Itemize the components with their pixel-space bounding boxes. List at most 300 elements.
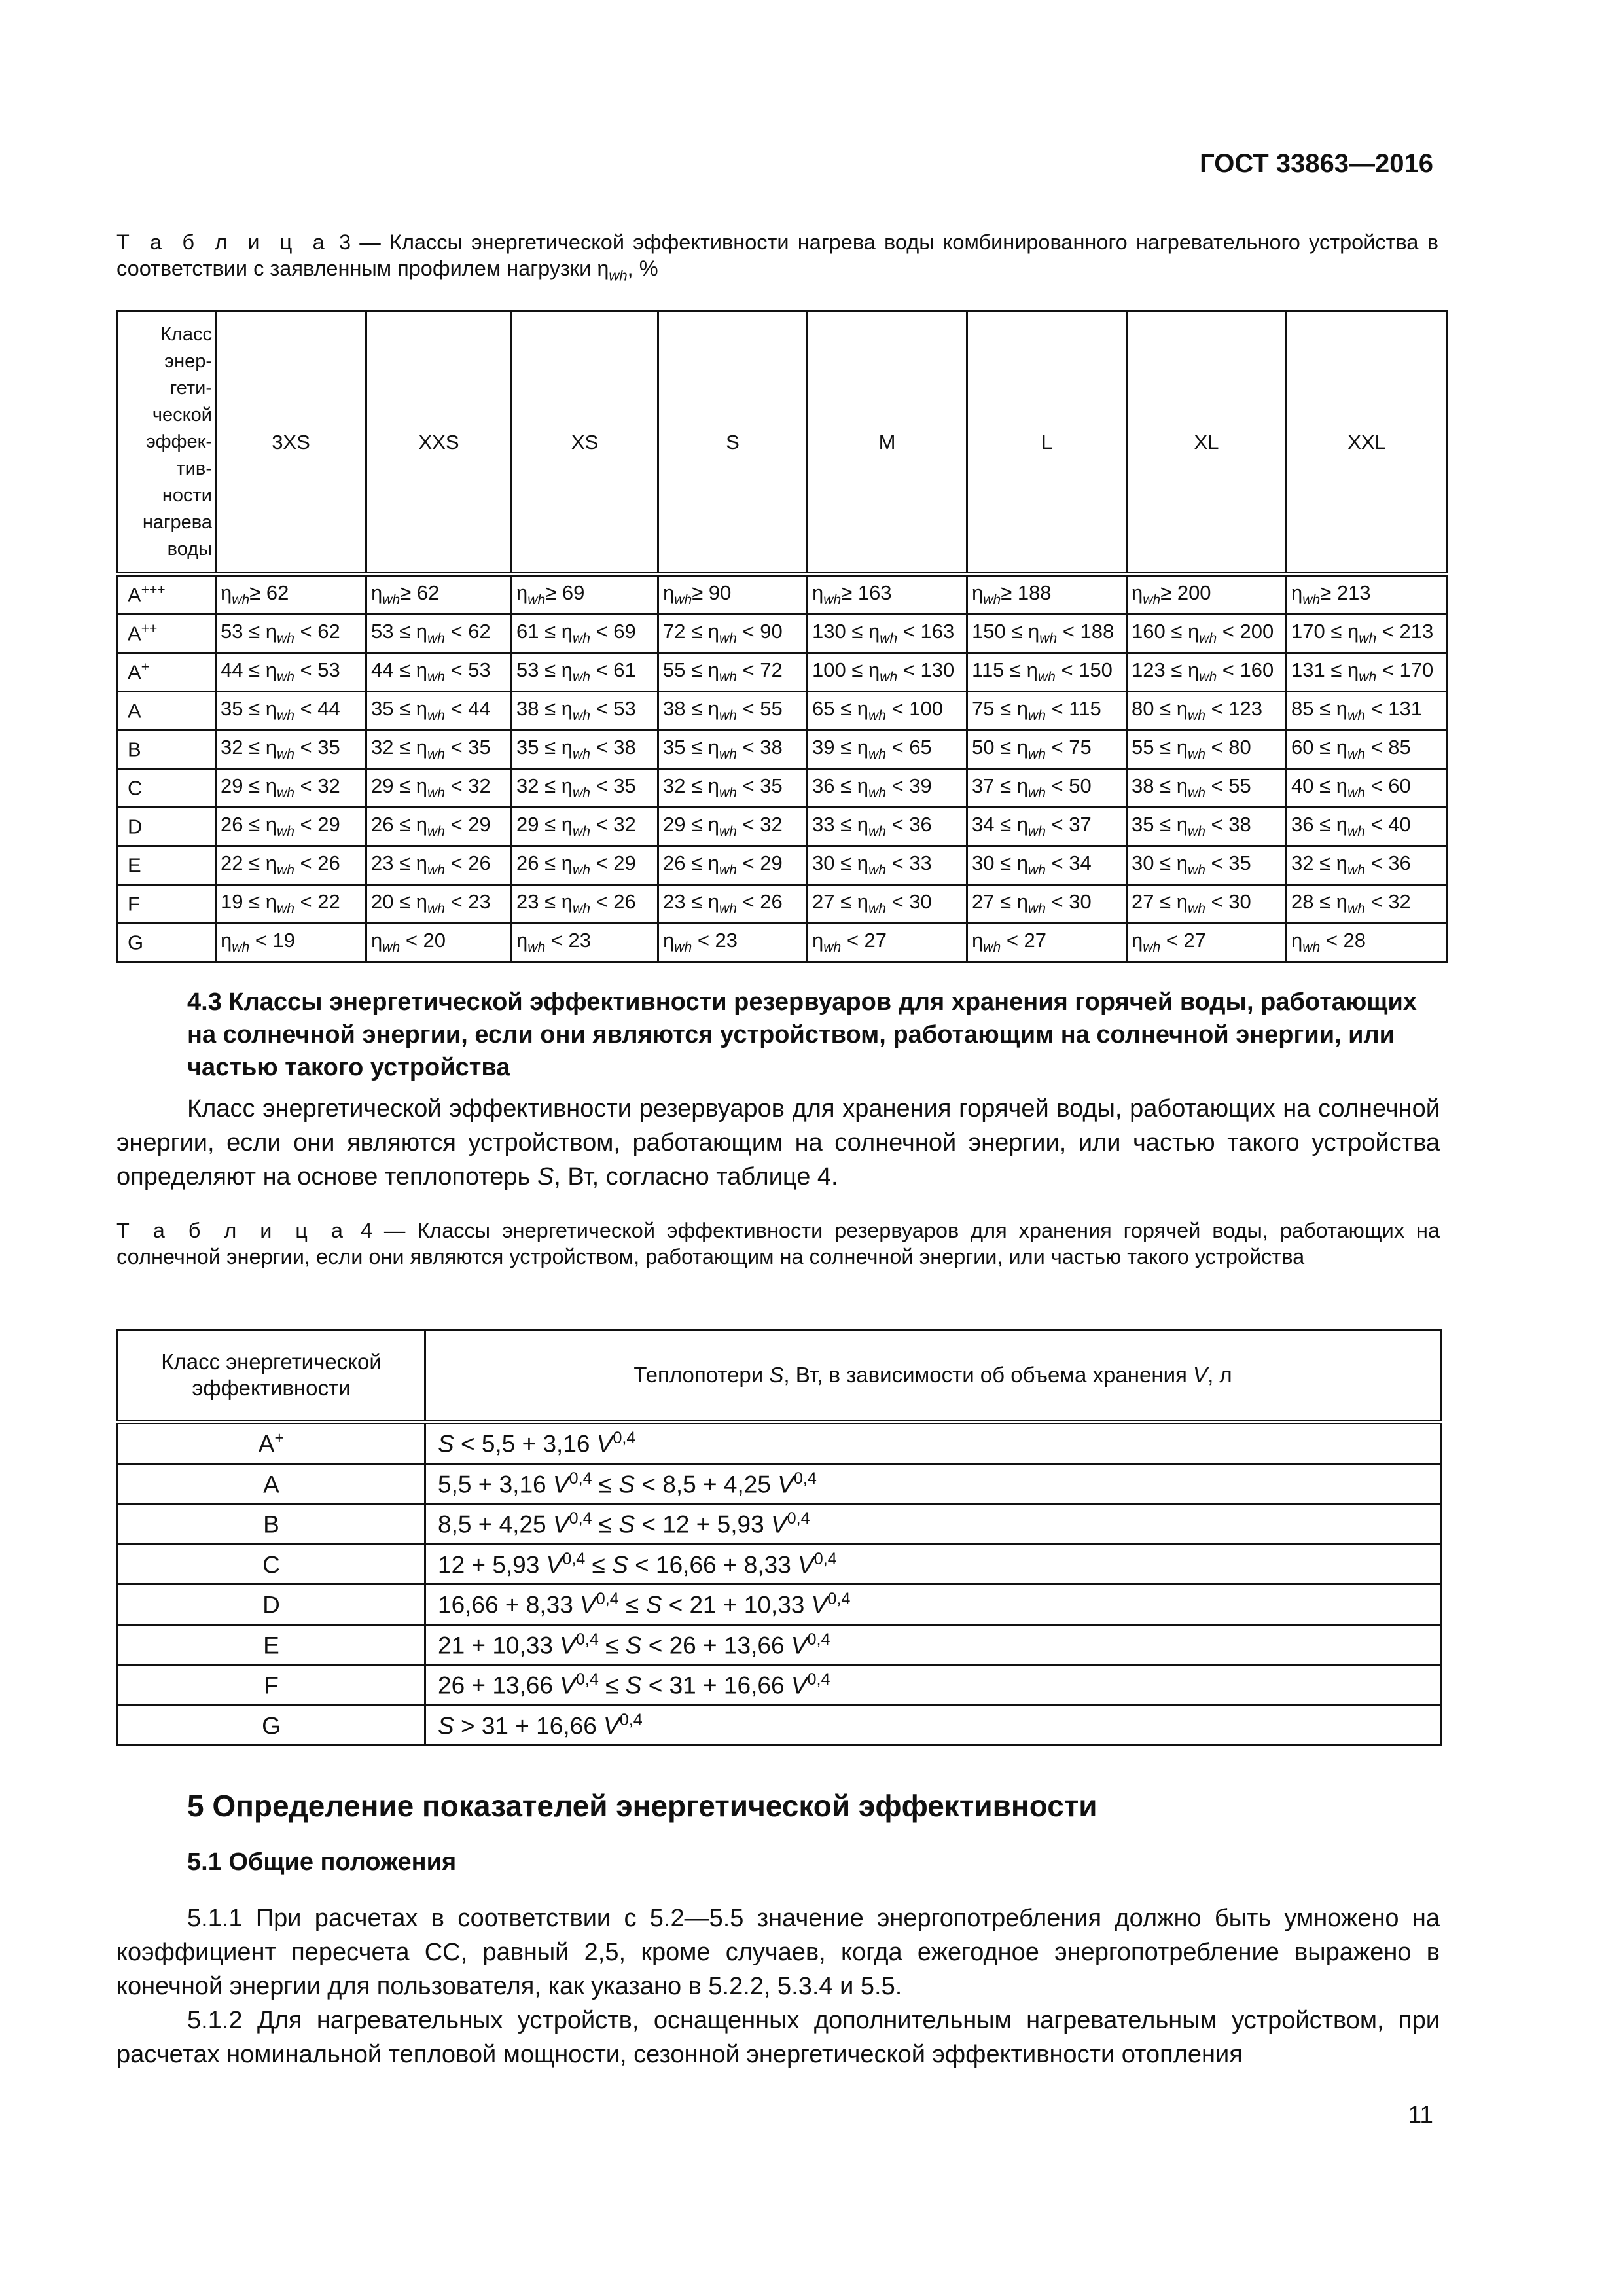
- formula-symbol: V: [770, 1511, 787, 1538]
- cell-upper-bound: < 90: [736, 620, 783, 643]
- eta-symbol: η: [1132, 581, 1143, 605]
- cell-lower-bound: 20 ≤: [371, 890, 416, 914]
- eta-subscript: wh: [232, 592, 250, 608]
- cell-upper-bound: < 30: [1205, 890, 1251, 914]
- table3-cell: [216, 730, 366, 769]
- eta-symbol: η: [561, 890, 573, 914]
- table3-row: [118, 615, 1448, 653]
- table3-cell: [808, 808, 967, 846]
- cell-upper-bound: < 23: [692, 929, 738, 952]
- table3-cell: [658, 730, 808, 769]
- table4-class-header: Класс энергетической эффективности: [118, 1330, 425, 1422]
- cell-lower-bound: 61 ≤: [516, 620, 562, 643]
- table3-row: [118, 575, 1448, 615]
- cell-upper-bound: < 27: [841, 929, 887, 952]
- cell-upper-bound: ≥ 62: [400, 581, 440, 605]
- section-5-heading: 5 Определение показателей энергетической эффективности: [187, 1789, 1097, 1823]
- eta-subscript: wh: [868, 708, 886, 724]
- table3-class-cell: [118, 615, 216, 653]
- eta-subscript: wh: [1143, 940, 1161, 956]
- eta-symbol: η: [1176, 890, 1188, 914]
- cell-upper-bound: < 60: [1364, 774, 1411, 798]
- eta-symbol: η: [1132, 929, 1143, 952]
- table3-cell: [366, 615, 512, 653]
- eta-subscript: wh: [1199, 631, 1217, 647]
- cell-upper-bound: < 26: [444, 852, 491, 875]
- eta-subscript: wh: [1359, 631, 1377, 647]
- cell-upper-bound: < 131: [1364, 697, 1422, 721]
- cell-upper-bound: < 69: [590, 620, 636, 643]
- cell-upper-bound: < 62: [294, 620, 340, 643]
- table3-cell: [512, 653, 658, 692]
- formula-text: ≤: [618, 1591, 646, 1619]
- cell-upper-bound: < 28: [1320, 929, 1366, 952]
- eta-subscript: wh: [868, 747, 886, 762]
- eta-symbol: η: [371, 929, 383, 952]
- table3-row: [118, 730, 1448, 769]
- table3-cell: [658, 615, 808, 653]
- table3-column-header: M: [808, 312, 967, 575]
- cell-upper-bound: < 29: [590, 852, 636, 875]
- cell-lower-bound: 30 ≤: [812, 852, 857, 875]
- table3-cell: [1127, 769, 1287, 808]
- formula-symbol: S: [618, 1470, 635, 1498]
- table3-cell: [216, 692, 366, 730]
- eta-symbol: η: [868, 620, 880, 643]
- cell-upper-bound: ≥ 90: [692, 581, 732, 605]
- eta-subscript: wh: [719, 747, 737, 762]
- formula-text: < 21 + 10,33: [662, 1591, 812, 1619]
- eta-subscript: wh: [1037, 670, 1056, 685]
- cell-upper-bound: < 32: [1364, 890, 1411, 914]
- eta-symbol: η: [221, 929, 232, 952]
- table4-header-row: [118, 1330, 1441, 1422]
- class-letter: A: [128, 622, 141, 645]
- table3-column-header: L: [967, 312, 1127, 575]
- class-letter: A: [128, 699, 141, 723]
- cell-upper-bound: < 36: [885, 813, 932, 836]
- cell-lower-bound: 100 ≤: [812, 658, 868, 682]
- formula-exponent: 0,4: [575, 1630, 599, 1649]
- table3-cell: [658, 769, 808, 808]
- eta-symbol: η: [812, 581, 824, 605]
- cell-upper-bound: < 65: [885, 736, 932, 759]
- table3-row: [118, 808, 1448, 846]
- cell-upper-bound: < 29: [294, 813, 340, 836]
- formula-symbol: S: [612, 1551, 628, 1578]
- cell-lower-bound: 150 ≤: [972, 620, 1028, 643]
- cell-lower-bound: 29 ≤: [221, 774, 266, 798]
- cell-lower-bound: 39 ≤: [812, 736, 857, 759]
- cell-upper-bound: < 33: [885, 852, 932, 875]
- formula-text: < 16,66 + 8,33: [628, 1551, 798, 1578]
- table3-symbol: $\eta_{wh}$: [597, 257, 628, 284]
- eta-symbol: η: [1336, 852, 1347, 875]
- eta-symbol: η: [812, 929, 824, 952]
- eta-symbol: η: [663, 581, 675, 605]
- eta-symbol: η: [516, 929, 528, 952]
- formula-exponent: 0,4: [807, 1630, 830, 1649]
- eta-symbol: η: [561, 736, 573, 759]
- eta-symbol: η: [561, 658, 573, 682]
- cell-lower-bound: 23 ≤: [663, 890, 708, 914]
- eta-symbol: η: [857, 774, 868, 798]
- cell-lower-bound: 55 ≤: [663, 658, 708, 682]
- cell-lower-bound: 44 ≤: [371, 658, 416, 682]
- cell-upper-bound: < 75: [1045, 736, 1092, 759]
- formula-symbol: S: [625, 1672, 642, 1699]
- formula-symbol: V: [560, 1672, 576, 1699]
- cell-upper-bound: < 44: [294, 697, 340, 721]
- table3-column-header: XS: [512, 312, 658, 575]
- table3: [116, 310, 1448, 963]
- eta-subscript: wh: [983, 592, 1001, 608]
- table4-formula-cell: [425, 1422, 1441, 1464]
- table4-title: Классы энергетической эффективности резервуаров для хранения горячей воды, работающих на солнечной энергии, если они являются устройством, работающим на солнечной энергии, или частью такого устройства: [116, 1219, 1440, 1268]
- table3-column-header: XXL: [1287, 312, 1448, 575]
- formula-exponent: 0,4: [787, 1509, 810, 1528]
- table3-cell: [366, 924, 512, 962]
- eta-subscript: wh: [719, 824, 737, 840]
- class-letter: D: [128, 815, 143, 838]
- table4-class-cell: [118, 1624, 425, 1665]
- eta-subscript: wh: [868, 863, 886, 878]
- table3-cell: [1287, 575, 1448, 615]
- cell-lower-bound: 72 ≤: [663, 620, 708, 643]
- cell-upper-bound: < 30: [885, 890, 932, 914]
- formula-symbol: S: [438, 1712, 454, 1739]
- table4-formula-cell: [425, 1665, 1441, 1706]
- eta-subscript: wh: [1027, 863, 1046, 878]
- table3-cell: [808, 730, 967, 769]
- cell-lower-bound: 32 ≤: [1291, 852, 1336, 875]
- table4-formula-cell: [425, 1504, 1441, 1545]
- cell-upper-bound: ≥ 62: [249, 581, 289, 605]
- cell-lower-bound: 32 ≤: [221, 736, 266, 759]
- table4-loss-header: Теплопотери S, Вт, в зависимости об объема хранения V, л: [425, 1330, 1441, 1422]
- formula-exponent: 0,4: [569, 1469, 592, 1488]
- cell-lower-bound: 170 ≤: [1291, 620, 1347, 643]
- table3-cell: [1127, 924, 1287, 962]
- section-4-3-heading: 4.3 Классы энергетической эффективности резервуаров для хранения горячей воды, работающих на солнечной энергии, если они являются устройством, работающим на солнечной энергии, или частью такого устройства: [187, 988, 1417, 1081]
- eta-symbol: η: [416, 736, 427, 759]
- eta-symbol: η: [707, 658, 719, 682]
- table4-class-cell: [118, 1544, 425, 1585]
- class-plus-marks: +: [274, 1429, 285, 1448]
- table3-cell: [512, 846, 658, 885]
- cell-upper-bound: ≥ 163: [841, 581, 892, 605]
- eta-symbol: η: [416, 774, 427, 798]
- cell-upper-bound: < 80: [1205, 736, 1251, 759]
- cell-upper-bound: < 40: [1364, 813, 1411, 836]
- eta-symbol: η: [1176, 736, 1188, 759]
- eta-symbol: η: [1187, 658, 1200, 682]
- cell-lower-bound: 27 ≤: [812, 890, 857, 914]
- formula-symbol: S: [625, 1631, 642, 1659]
- eta-subscript: wh: [527, 940, 546, 956]
- cell-upper-bound: < 27: [1001, 929, 1047, 952]
- table3-class-cell: [118, 769, 216, 808]
- cell-upper-bound: < 62: [444, 620, 491, 643]
- eta-symbol: η: [1016, 813, 1028, 836]
- formula-symbol: V: [560, 1631, 576, 1659]
- cell-upper-bound: < 38: [590, 736, 636, 759]
- cell-upper-bound: < 39: [885, 774, 932, 798]
- class-letter: E: [263, 1631, 279, 1659]
- cell-upper-bound: < 23: [545, 929, 592, 952]
- table4-row: [118, 1624, 1441, 1665]
- formula-text: ≤: [592, 1470, 619, 1498]
- eta-symbol: η: [707, 697, 719, 721]
- eta-subscript: wh: [823, 940, 842, 956]
- formula-exponent: 0,4: [793, 1469, 817, 1488]
- eta-subscript: wh: [1347, 785, 1365, 801]
- cell-upper-bound: < 35: [444, 736, 491, 759]
- table3-cell: [967, 653, 1127, 692]
- eta-symbol: η: [1016, 890, 1028, 914]
- eta-symbol: η: [857, 697, 868, 721]
- table3-cell: [366, 575, 512, 615]
- eta-subscript: wh: [1187, 708, 1205, 724]
- eta-symbol: η: [561, 697, 573, 721]
- table3-class-cell: [118, 692, 216, 730]
- table4-row: [118, 1585, 1441, 1625]
- cell-lower-bound: 38 ≤: [516, 697, 562, 721]
- cell-upper-bound: < 35: [590, 774, 636, 798]
- table3-cell: [1287, 924, 1448, 962]
- cell-upper-bound: < 160: [1217, 658, 1274, 682]
- eta-symbol: η: [516, 581, 528, 605]
- formula-symbol: V: [603, 1712, 620, 1739]
- document-code: ГОСТ 33863—2016: [1200, 149, 1433, 178]
- table4-dash: —: [383, 1219, 406, 1242]
- eta-symbol: η: [1291, 581, 1303, 605]
- table3-cell: [808, 846, 967, 885]
- eta-subscript: wh: [1302, 940, 1321, 956]
- cell-upper-bound: < 55: [1205, 774, 1251, 798]
- formula-exponent: 0,4: [827, 1590, 851, 1609]
- formula-exponent: 0,4: [619, 1710, 643, 1729]
- eta-subscript: wh: [1143, 592, 1161, 608]
- cell-upper-bound: < 32: [444, 774, 491, 798]
- eta-subscript: wh: [674, 940, 692, 956]
- formula-text: 5,5 + 3,16: [438, 1470, 553, 1498]
- eta-symbol: η: [707, 852, 719, 875]
- cell-lower-bound: 26 ≤: [221, 813, 266, 836]
- cell-upper-bound: < 35: [294, 736, 340, 759]
- eta-subscript: wh: [868, 785, 886, 801]
- class-letter: A: [128, 660, 141, 684]
- table3-cell: [1287, 615, 1448, 653]
- cell-upper-bound: < 38: [1205, 813, 1251, 836]
- table4: [116, 1329, 1442, 1746]
- class-letter: A: [128, 583, 141, 607]
- class-letter: A: [263, 1470, 279, 1498]
- eta-subscript: wh: [1027, 824, 1046, 840]
- cell-upper-bound: < 53: [294, 658, 340, 682]
- table3-cell: [1127, 808, 1287, 846]
- table3-cell: [216, 808, 366, 846]
- eta-subscript: wh: [276, 747, 294, 762]
- table3-cell: [967, 692, 1127, 730]
- table4-row: [118, 1665, 1441, 1706]
- eta-symbol: η: [1176, 813, 1188, 836]
- cell-lower-bound: 32 ≤: [663, 774, 708, 798]
- cell-upper-bound: ≥ 213: [1320, 581, 1371, 605]
- cell-upper-bound: < 50: [1045, 774, 1092, 798]
- cell-upper-bound: < 150: [1055, 658, 1113, 682]
- formula-text: ≤: [598, 1631, 626, 1659]
- cell-lower-bound: 40 ≤: [1291, 774, 1336, 798]
- cell-upper-bound: < 26: [590, 890, 636, 914]
- class-letter: D: [262, 1591, 280, 1619]
- cell-lower-bound: 160 ≤: [1132, 620, 1188, 643]
- eta-subscript: wh: [868, 901, 886, 917]
- formula-text: 8,5 + 4,25: [438, 1511, 553, 1538]
- cell-upper-bound: < 27: [1160, 929, 1207, 952]
- cell-lower-bound: 32 ≤: [371, 736, 416, 759]
- cell-upper-bound: < 53: [444, 658, 491, 682]
- table3-class-cell: [118, 885, 216, 924]
- table3-cell: [658, 692, 808, 730]
- cell-lower-bound: 27 ≤: [1132, 890, 1177, 914]
- formula-text: ≤: [585, 1551, 613, 1578]
- table3-cell: [808, 924, 967, 962]
- table4-formula-cell: [425, 1624, 1441, 1665]
- table3-header-row: [118, 312, 1448, 575]
- formula-text: < 5,5 + 3,16: [454, 1430, 597, 1458]
- cell-upper-bound: < 19: [249, 929, 296, 952]
- cell-lower-bound: 32 ≤: [516, 774, 562, 798]
- cell-lower-bound: 35 ≤: [371, 697, 416, 721]
- cell-lower-bound: 35 ≤: [516, 736, 562, 759]
- eta-symbol: η: [1016, 736, 1028, 759]
- eta-symbol: η: [1291, 929, 1303, 952]
- formula-text: 12 + 5,93: [438, 1551, 546, 1578]
- eta-symbol: η: [857, 813, 868, 836]
- cell-lower-bound: 28 ≤: [1291, 890, 1336, 914]
- eta-symbol: η: [1336, 697, 1347, 721]
- formula-symbol: V: [552, 1511, 569, 1538]
- table3-cell: [1127, 692, 1287, 730]
- eta-symbol: η: [1016, 774, 1028, 798]
- eta-subscript: wh: [719, 708, 737, 724]
- eta-subscript: wh: [719, 631, 737, 647]
- eta-symbol: η: [1336, 890, 1347, 914]
- table3-dash: —: [359, 230, 381, 254]
- eta-symbol: η: [221, 581, 232, 605]
- eta-subscript: wh: [232, 940, 250, 956]
- eta-subscript: wh: [427, 863, 445, 878]
- eta-subscript: wh: [276, 863, 294, 878]
- table3-cell: [808, 575, 967, 615]
- eta-symbol: η: [857, 852, 868, 875]
- eta-symbol: η: [561, 813, 573, 836]
- eta-subscript: wh: [382, 592, 401, 608]
- eta-subscript: wh: [719, 670, 737, 685]
- class-plus-marks: +++: [141, 583, 166, 598]
- eta-subscript: wh: [880, 631, 898, 647]
- eta-subscript: wh: [868, 824, 886, 840]
- cell-lower-bound: 29 ≤: [516, 813, 562, 836]
- eta-symbol: η: [1336, 774, 1347, 798]
- table3-cell: [1287, 730, 1448, 769]
- cell-lower-bound: 53 ≤: [221, 620, 266, 643]
- table3-cell: [808, 615, 967, 653]
- paragraph-5-1-2: 5.1.2 Для нагревательных устройств, оснащенных дополнительным нагревательным устройством, при расчетах номинальной тепловой мощности, сезонной энергетической эффективности отопления: [116, 2007, 1440, 2068]
- eta-subscript: wh: [719, 901, 737, 917]
- cell-lower-bound: 55 ≤: [1132, 736, 1177, 759]
- eta-subscript: wh: [427, 824, 445, 840]
- formula-text: ≤: [592, 1511, 619, 1538]
- eta-symbol: η: [1016, 852, 1028, 875]
- table3-cell: [658, 575, 808, 615]
- table3-cell: [808, 769, 967, 808]
- eta-subscript: wh: [880, 670, 898, 685]
- cell-lower-bound: 53 ≤: [371, 620, 416, 643]
- eta-subscript: wh: [572, 631, 590, 647]
- table4-class-cell: [118, 1705, 425, 1746]
- formula-text: 21 + 10,33: [438, 1631, 560, 1659]
- cell-upper-bound: < 55: [736, 697, 783, 721]
- eta-symbol: η: [857, 736, 868, 759]
- eta-symbol: η: [1176, 852, 1188, 875]
- eta-symbol: η: [416, 658, 427, 682]
- formula-exponent: 0,4: [562, 1549, 586, 1568]
- cell-upper-bound: < 23: [444, 890, 491, 914]
- table3-cell: [1127, 885, 1287, 924]
- table3-caption: [116, 229, 1438, 289]
- cell-lower-bound: 123 ≤: [1132, 658, 1188, 682]
- cell-lower-bound: 50 ≤: [972, 736, 1017, 759]
- table3-unit: , %: [627, 257, 658, 280]
- table3-cell: [808, 885, 967, 924]
- eta-subscript: wh: [276, 708, 294, 724]
- cell-upper-bound: < 29: [444, 813, 491, 836]
- eta-subscript: wh: [1027, 901, 1046, 917]
- eta-symbol: η: [1187, 620, 1200, 643]
- class-letter: E: [128, 853, 141, 877]
- class-plus-marks: ++: [141, 621, 158, 637]
- eta-symbol: η: [1027, 620, 1040, 643]
- eta-symbol: η: [1176, 697, 1188, 721]
- table3-cell: [1127, 653, 1287, 692]
- cell-lower-bound: 29 ≤: [371, 774, 416, 798]
- eta-subscript: wh: [572, 747, 590, 762]
- eta-symbol: η: [265, 813, 277, 836]
- cell-lower-bound: 65 ≤: [812, 697, 857, 721]
- table3-cell: [512, 730, 658, 769]
- class-letter: A: [258, 1430, 275, 1458]
- table3-cell: [366, 885, 512, 924]
- table3-cell: [967, 924, 1127, 962]
- table3-class-header: Класс энер- гети- ческой эффек- тив- ности нагрева воды: [118, 312, 216, 575]
- eta-subscript: wh: [427, 631, 445, 647]
- table3-cell: [1127, 575, 1287, 615]
- eta-symbol: η: [416, 890, 427, 914]
- table3-cell: [1287, 846, 1448, 885]
- cell-lower-bound: 35 ≤: [1132, 813, 1177, 836]
- formula-exponent: 0,4: [813, 1549, 837, 1568]
- eta-subscript: wh: [1347, 824, 1365, 840]
- cell-lower-bound: 23 ≤: [371, 852, 416, 875]
- cell-upper-bound: < 20: [400, 929, 446, 952]
- table4-row: [118, 1422, 1441, 1464]
- table3-class-cell: [118, 575, 216, 615]
- eta-symbol: η: [561, 620, 573, 643]
- cell-lower-bound: 23 ≤: [516, 890, 562, 914]
- cell-upper-bound: < 163: [897, 620, 955, 643]
